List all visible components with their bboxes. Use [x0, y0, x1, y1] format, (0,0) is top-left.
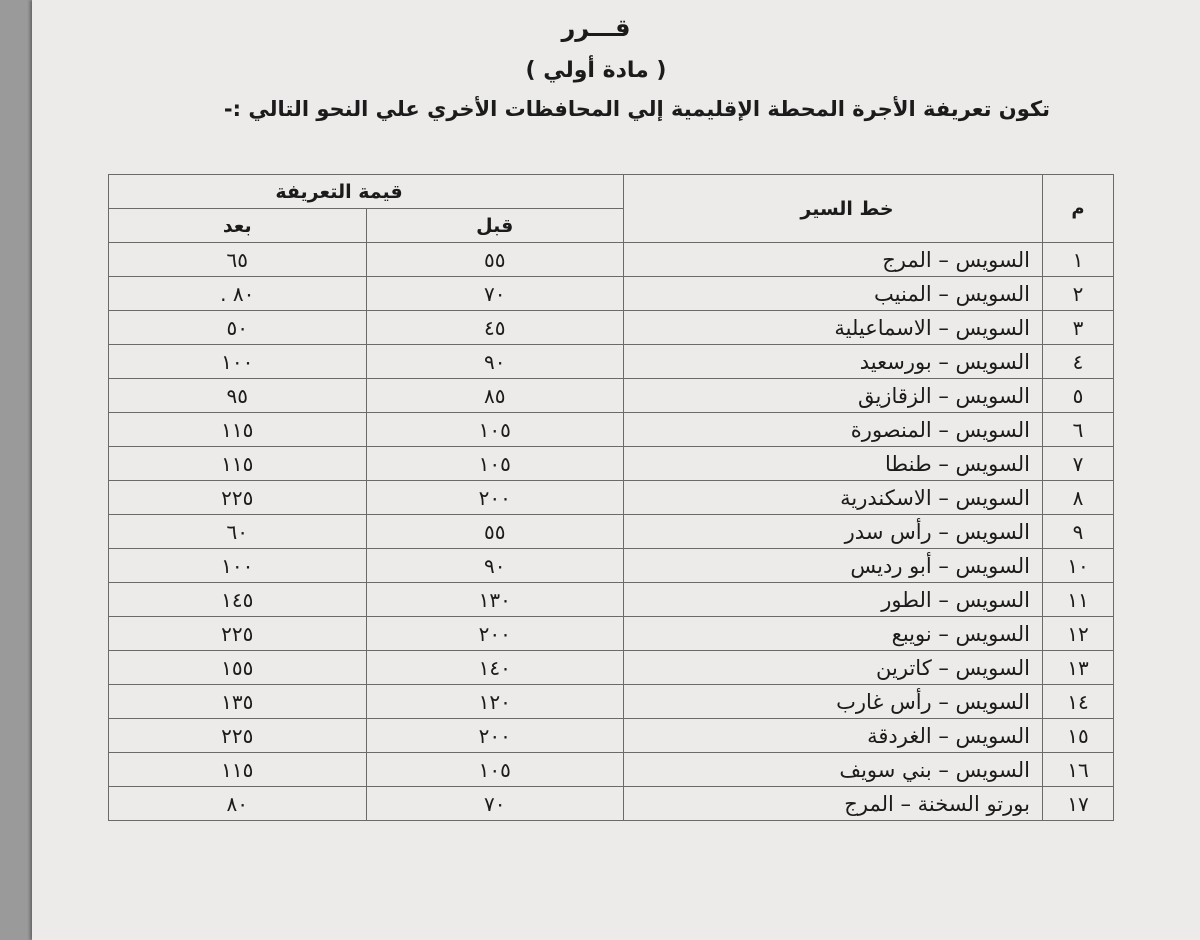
row-fare-after: ١١٥: [109, 413, 367, 447]
row-fare-after: ٨٠: [109, 787, 367, 821]
article-heading: ( مادة أولي ): [525, 58, 667, 83]
header-route: خط السير: [624, 175, 1043, 243]
header-tariff: قيمة التعريفة: [109, 175, 624, 209]
row-fare-before: ١٢٠: [366, 685, 624, 719]
row-fare-before: ١٠٥: [366, 447, 624, 481]
table-row: [109, 515, 1114, 549]
row-number: ٣: [1043, 311, 1114, 345]
row-fare-before: ١٣٠: [366, 583, 624, 617]
row-fare-after: ١١٥: [109, 447, 367, 481]
row-fare-after: ١٠٠: [109, 549, 367, 583]
fare-table-body: [109, 243, 1114, 821]
row-fare-after: ٦٥: [109, 243, 367, 277]
row-number: ٢: [1043, 277, 1114, 311]
table-row: [109, 685, 1114, 719]
row-number: ٦: [1043, 413, 1114, 447]
row-number: ١٣: [1043, 651, 1114, 685]
table-row: [109, 651, 1114, 685]
row-route: السويس – الاسكندرية: [624, 481, 1043, 515]
row-route: السويس – الغردقة: [624, 719, 1043, 753]
row-fare-before: ١٤٠: [366, 651, 624, 685]
row-fare-after: ١٣٥: [109, 685, 367, 719]
row-fare-after: ١٠٠: [109, 345, 367, 379]
row-route: بورتو السخنة – المرج: [624, 787, 1043, 821]
row-route: السويس – المنصورة: [624, 413, 1043, 447]
header-no: م: [1043, 175, 1114, 243]
row-route: السويس – المرج: [624, 243, 1043, 277]
row-fare-before: ٧٠: [366, 277, 624, 311]
row-route: السويس – الزقازيق: [624, 379, 1043, 413]
document-page: [32, 0, 1200, 940]
header-before: قبل: [366, 209, 624, 243]
row-fare-before: ٢٠٠: [366, 617, 624, 651]
table-row: [109, 345, 1114, 379]
table-row: [109, 549, 1114, 583]
row-route: السويس – بورسعيد: [624, 345, 1043, 379]
row-fare-before: ٢٠٠: [366, 719, 624, 753]
table-row: [109, 787, 1114, 821]
row-fare-after: ١١٥: [109, 753, 367, 787]
row-route: السويس – المنيب: [624, 277, 1043, 311]
row-fare-before: ٩٠: [366, 345, 624, 379]
table-header-row: [109, 175, 1114, 209]
row-fare-after: ١٤٥: [109, 583, 367, 617]
row-fare-before: ٥٥: [366, 515, 624, 549]
table-row: [109, 481, 1114, 515]
fare-table: [108, 174, 1114, 821]
row-fare-before: ٢٠٠: [366, 481, 624, 515]
row-number: ١٦: [1043, 753, 1114, 787]
row-number: ٩: [1043, 515, 1114, 549]
table-row: [109, 447, 1114, 481]
table-row: [109, 719, 1114, 753]
table-row: [109, 243, 1114, 277]
row-route: السويس – نويبع: [624, 617, 1043, 651]
row-fare-after: ١٥٥: [109, 651, 367, 685]
row-number: ١٥: [1043, 719, 1114, 753]
row-route: السويس – طنطا: [624, 447, 1043, 481]
row-fare-before: ٧٠: [366, 787, 624, 821]
row-route: السويس – الاسماعيلية: [624, 311, 1043, 345]
table-row: [109, 277, 1114, 311]
header-after: بعد: [109, 209, 367, 243]
row-number: ٨: [1043, 481, 1114, 515]
table-row: [109, 583, 1114, 617]
row-fare-before: ٨٥: [366, 379, 624, 413]
row-route: السويس – الطور: [624, 583, 1043, 617]
row-fare-before: ٥٥: [366, 243, 624, 277]
row-fare-after: ٥٠: [109, 311, 367, 345]
row-number: ١٢: [1043, 617, 1114, 651]
row-number: ١٠: [1043, 549, 1114, 583]
intro-text: تكون تعريفة الأجرة المحطة الإقليمية إلي المحافظات الأخري علي النحو التالي :-: [223, 97, 1050, 121]
row-number: ١٧: [1043, 787, 1114, 821]
row-fare-after: ٨٠ .: [109, 277, 367, 311]
table-row: [109, 311, 1114, 345]
table-row: [109, 753, 1114, 787]
page-title: قـــرر: [561, 14, 631, 42]
row-fare-after: ٢٢٥: [109, 617, 367, 651]
table-row: [109, 413, 1114, 447]
row-route: السويس – رأس سدر: [624, 515, 1043, 549]
row-route: السويس – بني سويف: [624, 753, 1043, 787]
row-fare-after: ٦٠: [109, 515, 367, 549]
row-number: ١: [1043, 243, 1114, 277]
row-fare-before: ١٠٥: [366, 753, 624, 787]
row-fare-after: ٩٥: [109, 379, 367, 413]
row-number: ١٤: [1043, 685, 1114, 719]
row-number: ٧: [1043, 447, 1114, 481]
row-number: ٤: [1043, 345, 1114, 379]
table-row: [109, 617, 1114, 651]
row-route: السويس – رأس غارب: [624, 685, 1043, 719]
row-number: ٥: [1043, 379, 1114, 413]
row-route: السويس – كاترين: [624, 651, 1043, 685]
table-row: [109, 379, 1114, 413]
row-fare-before: ٩٠: [366, 549, 624, 583]
row-fare-after: ٢٢٥: [109, 719, 367, 753]
row-fare-after: ٢٢٥: [109, 481, 367, 515]
row-fare-before: ٤٥: [366, 311, 624, 345]
row-route: السويس – أبو رديس: [624, 549, 1043, 583]
row-fare-before: ١٠٥: [366, 413, 624, 447]
row-number: ١١: [1043, 583, 1114, 617]
